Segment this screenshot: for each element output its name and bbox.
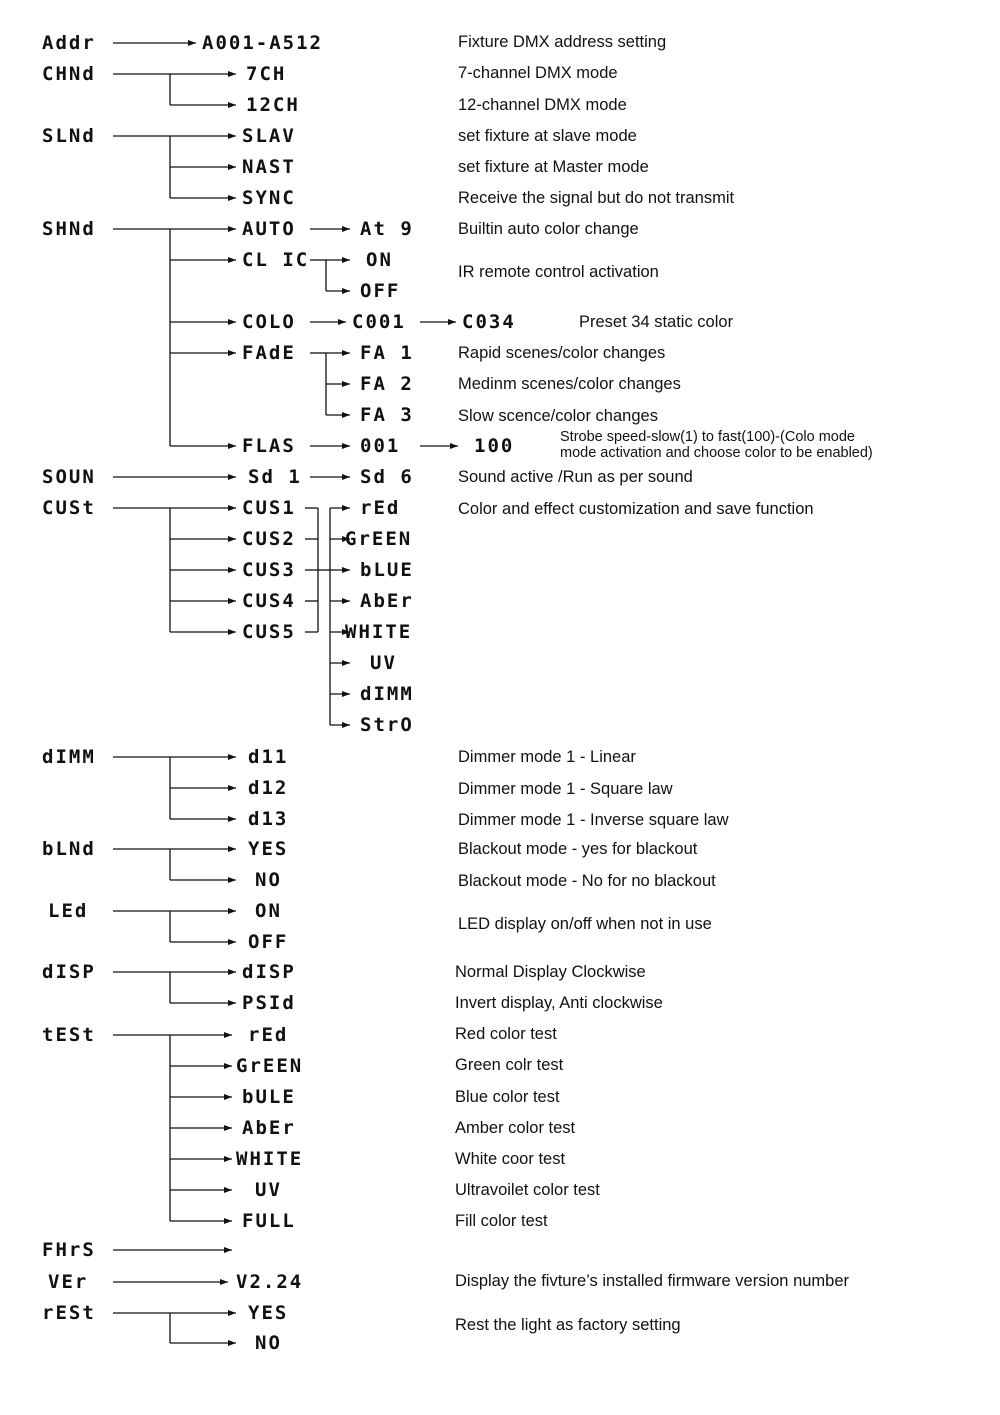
code-yes: YES bbox=[248, 838, 289, 860]
code-auto: AUTO bbox=[242, 218, 296, 240]
desc-rest: Rest the light as factory setting bbox=[455, 1316, 681, 1334]
arrow-head bbox=[228, 1000, 236, 1006]
arrow-head bbox=[342, 598, 350, 604]
desc-led: LED display on/off when not in use bbox=[458, 915, 712, 933]
arrow-head bbox=[228, 629, 236, 635]
desc-soun: Sound active /Run as per sound bbox=[458, 468, 693, 486]
arrow-head bbox=[224, 1187, 232, 1193]
code-cust: CUSt bbox=[42, 497, 96, 519]
arrow-head bbox=[228, 195, 236, 201]
code-d13: d13 bbox=[248, 808, 289, 830]
desc-ver: Display the fivture’s installed firmware version number bbox=[455, 1272, 850, 1290]
arrow-head bbox=[338, 319, 346, 325]
code-clic: CL IC bbox=[242, 249, 310, 271]
arrow-head bbox=[228, 71, 236, 77]
code-sd1: Sd 1 bbox=[248, 466, 302, 488]
code-ver: VEr bbox=[48, 1271, 89, 1293]
desc-test-aber: Amber color test bbox=[455, 1119, 576, 1137]
code-c001: C001 bbox=[352, 311, 406, 333]
code-rest: rESt bbox=[42, 1302, 96, 1324]
code-d11: d11 bbox=[248, 746, 289, 768]
code-on: ON bbox=[366, 249, 393, 271]
code-disp: dISP bbox=[42, 961, 96, 983]
arrow-head bbox=[342, 474, 350, 480]
code-sd6: Sd 6 bbox=[360, 466, 414, 488]
desc-flas: Strobe speed-slow(1) to fast(100)-(Colo mode mode activation and choose color to be enabled) bbox=[560, 429, 873, 461]
code-fade: FAdE bbox=[242, 342, 296, 364]
desc-test-white: White coor test bbox=[455, 1150, 566, 1168]
arrow-head bbox=[228, 754, 236, 760]
arrow-head bbox=[342, 691, 350, 697]
desc-addr: Fixture DMX address setting bbox=[458, 33, 667, 51]
arrow-head bbox=[228, 102, 236, 108]
arrow-head bbox=[228, 1310, 236, 1316]
code-cus1: CUS1 bbox=[242, 497, 296, 519]
code-slav: SLAV bbox=[242, 125, 296, 147]
code-led-off: OFF bbox=[248, 931, 289, 953]
code-addr-range: A001-A512 bbox=[202, 32, 323, 54]
desc-auto: Builtin auto color change bbox=[458, 220, 639, 238]
code-cus4: CUS4 bbox=[242, 590, 296, 612]
code-test-full: FULL bbox=[242, 1210, 296, 1232]
code-addr: Addr bbox=[42, 32, 96, 54]
arrow-head bbox=[228, 939, 236, 945]
desc-12ch: 12-channel DMX mode bbox=[458, 96, 627, 114]
arrow-head bbox=[228, 536, 236, 542]
code-sync: SYNC bbox=[242, 187, 296, 209]
arrow-head bbox=[224, 1032, 232, 1038]
code-white: WHITE bbox=[345, 621, 413, 643]
code-dimm-sub: dIMM bbox=[360, 683, 414, 705]
desc-fa3: Slow scence/color changes bbox=[458, 407, 658, 425]
arrow-head bbox=[450, 443, 458, 449]
desc-sync: Receive the signal but do not transmit bbox=[458, 189, 735, 207]
arrow-head bbox=[228, 474, 236, 480]
arrow-head bbox=[188, 40, 196, 46]
code-rest-no: NO bbox=[255, 1332, 282, 1354]
arrow-head bbox=[228, 846, 236, 852]
arrow-head bbox=[448, 319, 456, 325]
code-test-white: WHITE bbox=[236, 1148, 304, 1170]
code-fa2: FA 2 bbox=[360, 373, 414, 395]
arrow-head bbox=[228, 319, 236, 325]
arrow-head bbox=[228, 505, 236, 511]
arrow-head bbox=[342, 567, 350, 573]
code-uv: UV bbox=[370, 652, 397, 674]
arrow-head bbox=[342, 226, 350, 232]
arrow-head bbox=[228, 877, 236, 883]
code-test-green: GrEEN bbox=[236, 1055, 304, 1077]
desc-mast: set fixture at Master mode bbox=[458, 158, 649, 176]
arrow-head bbox=[342, 443, 350, 449]
arrow-head bbox=[342, 722, 350, 728]
desc-test-green: Green colr test bbox=[455, 1056, 564, 1074]
code-test-aber: AbEr bbox=[242, 1117, 296, 1139]
code-aber: AbEr bbox=[360, 590, 414, 612]
code-soun: SOUN bbox=[42, 466, 96, 488]
arrow-head bbox=[228, 816, 236, 822]
code-flas: FLAS bbox=[242, 435, 296, 457]
code-led-on: ON bbox=[255, 900, 282, 922]
arrow-head bbox=[342, 381, 350, 387]
desc-test-uv: Ultravoilet color test bbox=[455, 1181, 600, 1199]
code-dimm: dIMM bbox=[42, 746, 96, 768]
code-fa3: FA 3 bbox=[360, 404, 414, 426]
desc-disp: Normal Display Clockwise bbox=[455, 963, 646, 981]
desc-fa2: Medinm scenes/color changes bbox=[458, 375, 681, 393]
arrow-head bbox=[228, 350, 236, 356]
desc-clic: IR remote control activation bbox=[458, 263, 659, 281]
arrow-head bbox=[220, 1279, 228, 1285]
code-blnd: bLNd bbox=[42, 838, 96, 860]
desc-test-red: Red color test bbox=[455, 1025, 557, 1043]
code-d12: d12 bbox=[248, 777, 289, 799]
code-off: OFF bbox=[360, 280, 401, 302]
code-cus5: CUS5 bbox=[242, 621, 296, 643]
arrow-head bbox=[228, 1340, 236, 1346]
desc-yes: Blackout mode - yes for blackout bbox=[458, 840, 698, 858]
code-speed-100: 100 bbox=[474, 435, 515, 457]
code-ver-num: V2.24 bbox=[236, 1271, 304, 1293]
arrow-head bbox=[228, 567, 236, 573]
arrow-head bbox=[228, 133, 236, 139]
code-cus3: CUS3 bbox=[242, 559, 296, 581]
code-slnd: SLNd bbox=[42, 125, 96, 147]
arrow-head bbox=[228, 785, 236, 791]
desc-test-bule: Blue color test bbox=[455, 1088, 560, 1106]
code-cus2: CUS2 bbox=[242, 528, 296, 550]
desc-7ch: 7-channel DMX mode bbox=[458, 64, 618, 82]
desc-slav: set fixture at slave mode bbox=[458, 127, 637, 145]
arrow-head bbox=[228, 164, 236, 170]
code-shnd: SHNd bbox=[42, 218, 96, 240]
code-colo: COLO bbox=[242, 311, 296, 333]
code-test-red: rEd bbox=[248, 1024, 289, 1046]
code-led: LEd bbox=[48, 900, 89, 922]
code-blue: bLUE bbox=[360, 559, 414, 581]
arrow-head bbox=[228, 226, 236, 232]
desc-no: Blackout mode - No for no blackout bbox=[458, 872, 716, 890]
desc-d11: Dimmer mode 1 - Linear bbox=[458, 748, 636, 766]
desc-d13: Dimmer mode 1 - Inverse square law bbox=[458, 811, 729, 829]
code-test: tESt bbox=[42, 1024, 96, 1046]
code-fa1: FA 1 bbox=[360, 342, 414, 364]
arrow-head bbox=[342, 505, 350, 511]
arrow-head bbox=[342, 660, 350, 666]
desc-cust: Color and effect customization and save function bbox=[458, 500, 814, 518]
arrow-head bbox=[342, 412, 350, 418]
code-fhrs: FHrS bbox=[42, 1239, 96, 1261]
arrow-head bbox=[224, 1094, 232, 1100]
arrow-head bbox=[228, 443, 236, 449]
arrow-head bbox=[224, 1156, 232, 1162]
desc-d12: Dimmer mode 1 - Square law bbox=[458, 780, 673, 798]
arrow-head bbox=[228, 257, 236, 263]
code-12ch: 12CH bbox=[246, 94, 300, 116]
arrow-head bbox=[228, 969, 236, 975]
desc-psid: Invert display, Anti clockwise bbox=[455, 994, 663, 1012]
arrow-head bbox=[342, 288, 350, 294]
arrow-head bbox=[342, 350, 350, 356]
code-speed-001: 001 bbox=[360, 435, 401, 457]
code-chnd: CHNd bbox=[42, 63, 96, 85]
code-green: GrEEN bbox=[345, 528, 413, 550]
code-rest-yes: YES bbox=[248, 1302, 289, 1324]
arrow-head bbox=[224, 1247, 232, 1253]
arrow-head bbox=[228, 598, 236, 604]
desc-colo: Preset 34 static color bbox=[579, 313, 734, 331]
code-mast: NAST bbox=[242, 156, 296, 178]
code-7ch: 7CH bbox=[246, 63, 287, 85]
code-stro: StrO bbox=[360, 714, 414, 736]
arrow-head bbox=[224, 1125, 232, 1131]
code-test-uv: UV bbox=[255, 1179, 282, 1201]
arrow-head bbox=[224, 1218, 232, 1224]
code-test-bule: bULE bbox=[242, 1086, 296, 1108]
arrow-head bbox=[228, 908, 236, 914]
code-at9: At 9 bbox=[360, 218, 414, 240]
desc-fa1: Rapid scenes/color changes bbox=[458, 344, 666, 362]
arrow-head bbox=[342, 257, 350, 263]
code-red: rEd bbox=[360, 497, 401, 519]
code-disp-opt: dISP bbox=[242, 961, 296, 983]
code-c034: C034 bbox=[462, 311, 516, 333]
desc-test-full: Fill color test bbox=[455, 1212, 548, 1230]
code-no: NO bbox=[255, 869, 282, 891]
code-psid: PSId bbox=[242, 992, 296, 1014]
arrow-head bbox=[224, 1063, 232, 1069]
